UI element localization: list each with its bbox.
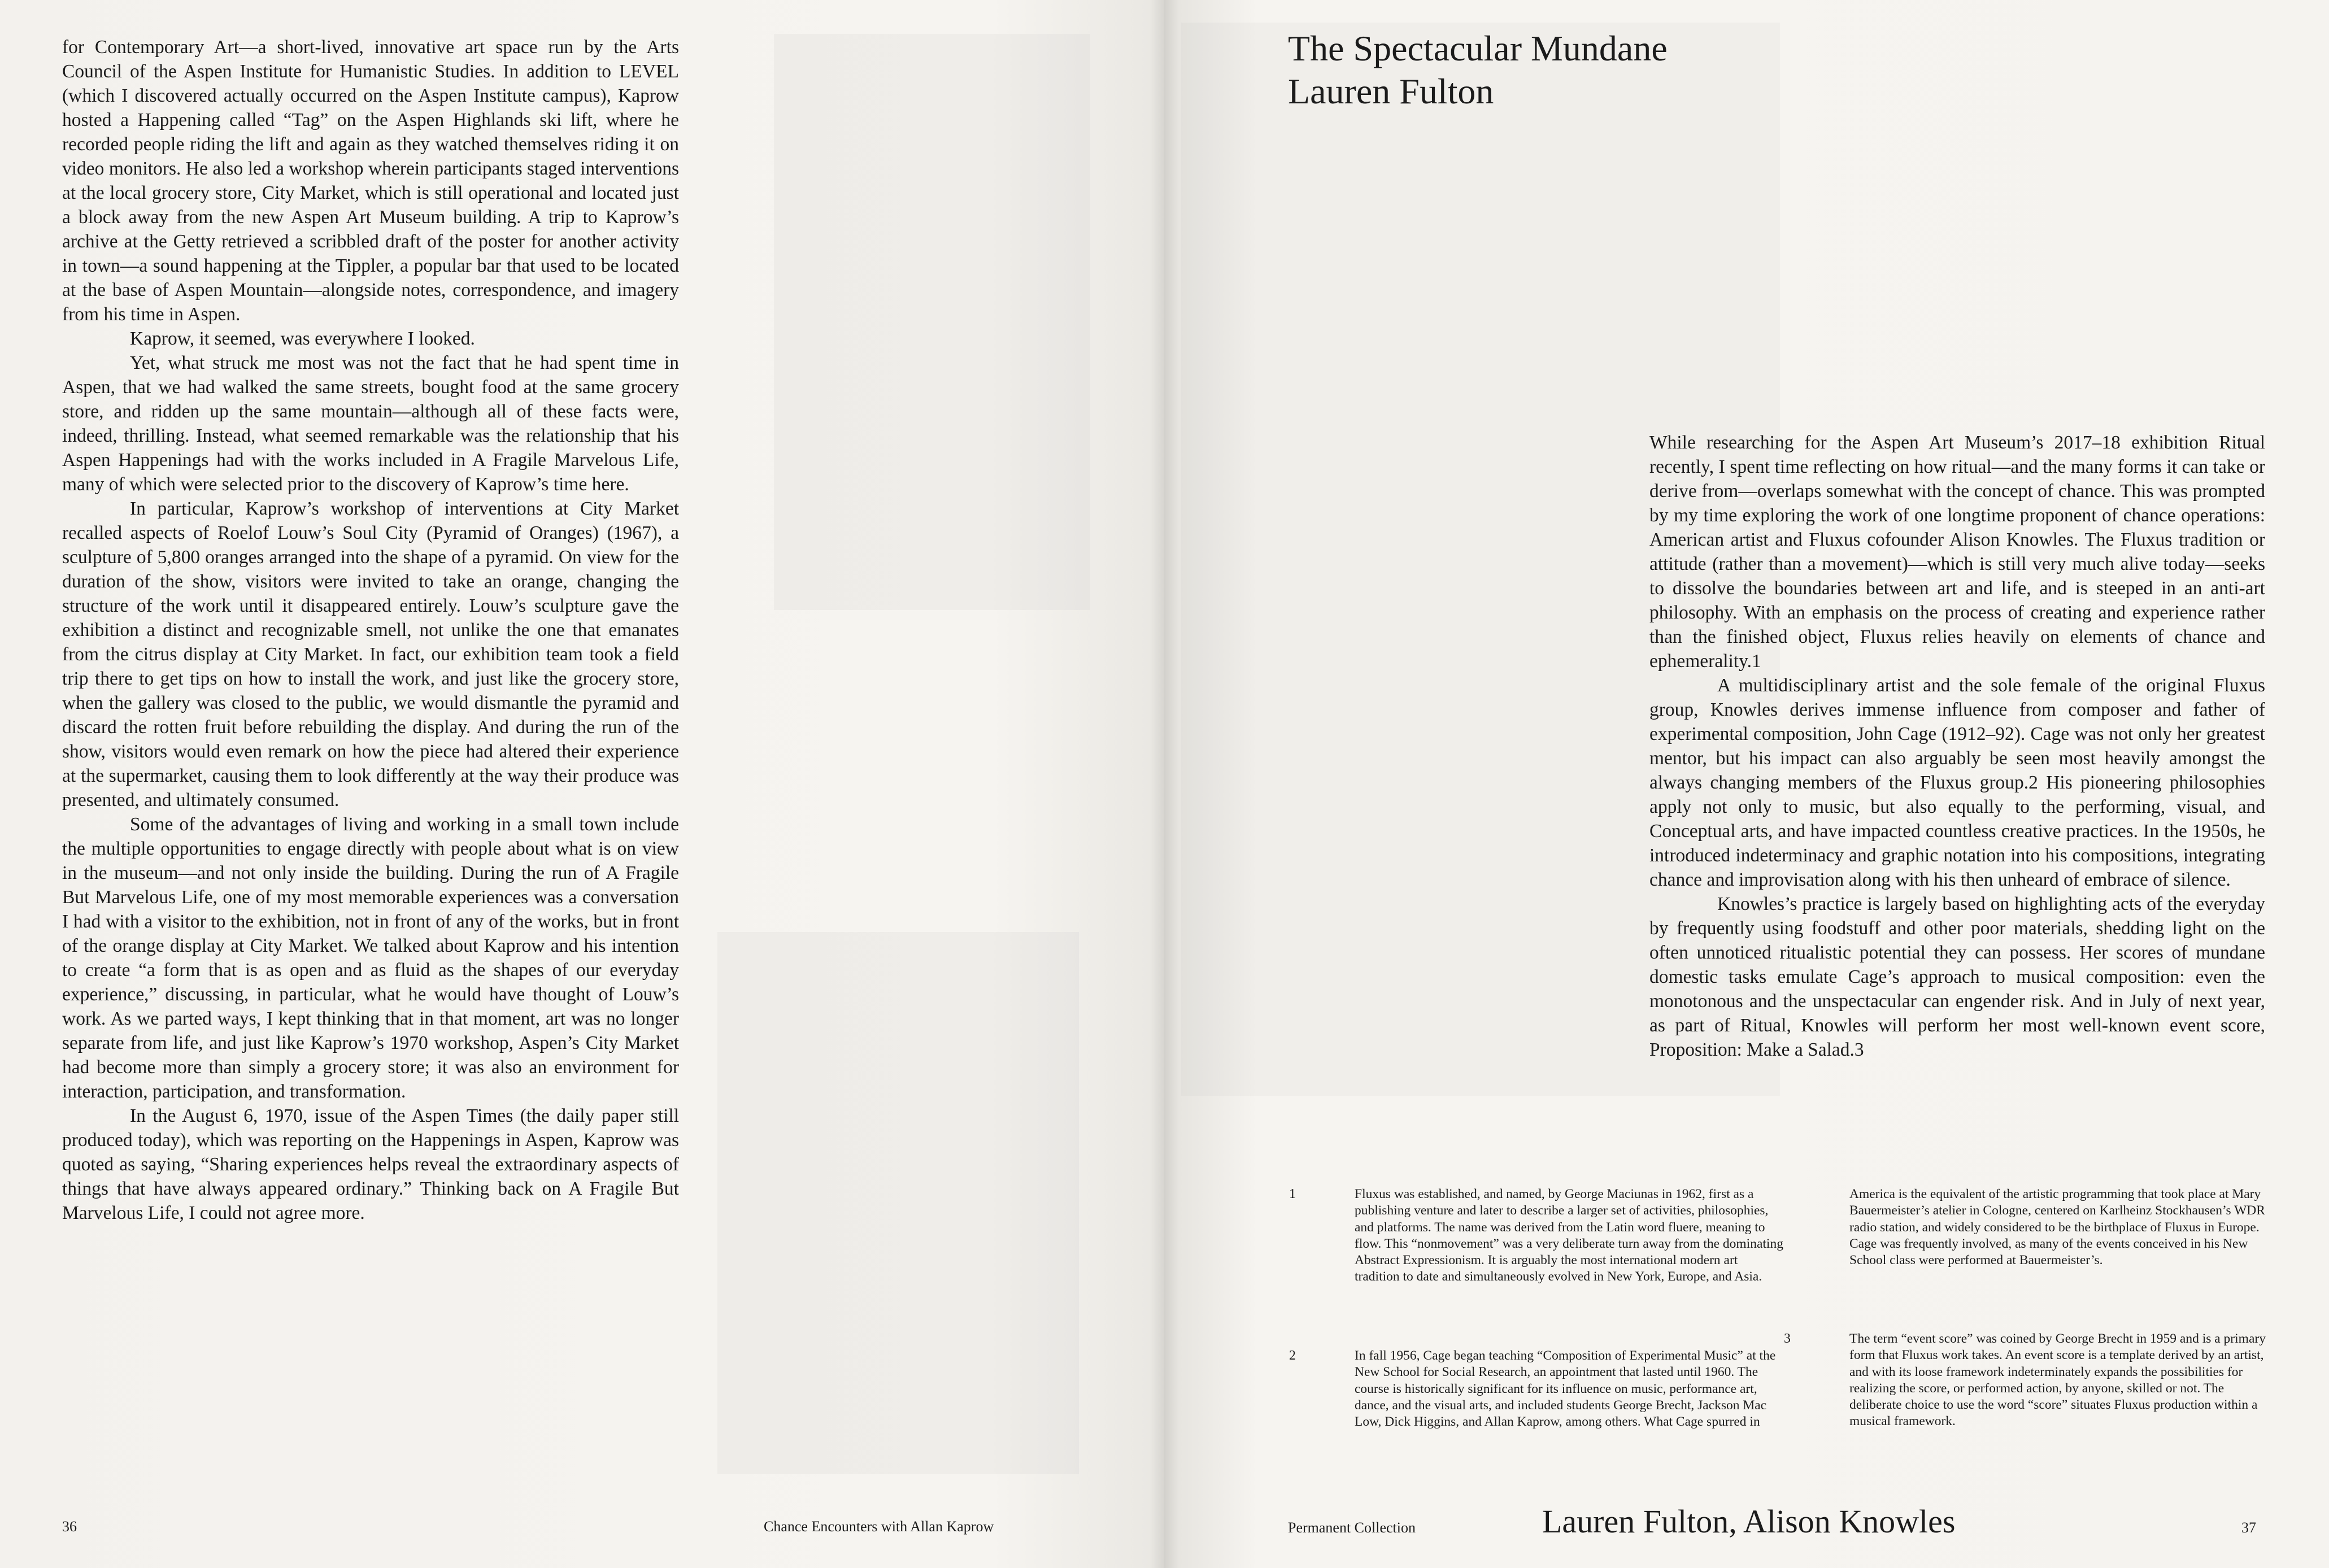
- left-paragraph: [62, 1104, 679, 1225]
- left-paragraph: [62, 35, 679, 326]
- section-label: Permanent Collection: [1288, 1519, 1416, 1536]
- book-gutter: [1150, 0, 1179, 1568]
- footnote-text-part-1: In fall 1956, Cage began teaching “Composition of Experimental Music” at the New School for Social Research, an appointment that lasted until 1960. The course is historically significant for its influence on music, performance art, dance, and the visual arts, and included students George Brecht, Jackson Mac Low, Dick Higgins, and Allan Kaprow, among others. What Cage spurred in: [1355, 1348, 1776, 1430]
- paragraph-text: In the August 6, 1970, issue of the Aspen Times (the daily paper still produced today), which was reporting on the Happenings in Aspen, Kaprow was quoted as saying, “Sharing experiences helps reveal the extraordinary aspects of things that have always appeared ordinary.” Thinking back on A Fragile But Marvelous Life, I could not agree more.: [62, 1105, 679, 1223]
- running-title-right: Lauren Fulton, Alison Knowles: [1542, 1503, 1956, 1540]
- article-heading: [1288, 27, 1668, 113]
- show-through-image-left-top: [774, 34, 1090, 610]
- paragraph-text: In particular, Kaprow’s workshop of interventions at City Market recalled aspects of Roelof Louw’s Soul City (Pyramid of Oranges) (1967), a sculpture of 5,800 oranges arranged into the shape of a pyramid. On view for the duration of the show, visitors were invited to take an orange, changing the structure of the work until it disappeared entirely. Louw’s sculpture gave the exhibition a distinct and recognizable smell, not unlike the one that emanates from the citrus display at City Market. In fact, our exhibition team took a field trip there to get tips on how to install the work, and just like the grocery store, when the gallery was closed to the public, we would dismantle the pyramid and discard the rotten fruit before rebuilding the display. And during the run of the show, visitors would even remark on how the piece had altered their experience at the supermarket, causing them to look differently at the way their produce was presented, and ultimately consumed.: [62, 498, 679, 811]
- paragraph-text: Knowles’s practice is largely based on highlighting acts of the everyday by frequently using foodstuff and other poor materials, shedding light on the often unnoticed ritualistic potential they can possess. Her scores of mundane domestic tasks emulate Cage’s approach to musical composition: even the monotonous and the unspectacular can engender risk. And in July of next year, as part of Ritual, Knowles will perform her most well-known event score, Proposition: Make a Salad.3: [1649, 894, 2265, 1060]
- left-paragraph: [62, 351, 679, 496]
- page-number-left: 36: [62, 1518, 77, 1535]
- right-body-text: [1649, 430, 2265, 1062]
- paragraph-text: Kaprow, it seemed, was everywhere I looked.: [130, 328, 475, 349]
- paragraph-text: Some of the advantages of living and working in a small town include the multiple opportunities to engage directly with people about what is on view in the museum—and not only inside the building. During the run of A Fragile But Marvelous Life, one of my most memorable experiences was a conversation I had with a visitor to the exhibition, not in front of any of the works, but in front of the orange display at City Market. We talked about Kaprow and his intention to create “a form that is as open and as fluid as the shapes of our everyday experience,” discussing, in particular, what he would have thought of Louw’s work. As we parted ways, I kept thinking that in that moment, art was no longer separate from life, and just like Kaprow’s 1970 workshop, Aspen’s City Market had become more than simply a grocery store; it was also an environment for interaction, participation, and transformation.: [62, 814, 679, 1102]
- article-author: Lauren Fulton: [1288, 71, 1494, 111]
- page-number-right: 37: [2241, 1519, 2256, 1536]
- footnote-text-part-2: America is the equivalent of the artistic programming that took place at Mary Bauermeister’s atelier in Cologne, centered on Karlheinz Stockhausen’s WDR radio station, and widely considered to be the birthplace of Fluxus in Europe. Cage was frequently involved, as many of the events conceived in his New School class were performed at Bauermeister’s.: [1849, 1187, 2265, 1268]
- left-page: [0, 0, 1164, 1568]
- footnote-text: Fluxus was established, and named, by George Maciunas in 1962, first as a publishing venture and later to describe a larger set of activities, philosophies, and platforms. The name was derived from the Latin word fluere, meaning to flow. This “nonmovement” was a very deliberate turn away from the dominating Abstract Expressionism. It is arguably the most international modern art tradition to date and simultaneously evolved in New York, Europe, and Asia.: [1355, 1187, 1783, 1284]
- left-paragraph: [62, 326, 679, 351]
- right-page: [1164, 0, 2329, 1568]
- footnote-number: 1: [1289, 1187, 1296, 1201]
- footnote-number: 3: [1784, 1331, 1791, 1346]
- paragraph-text: Yet, what struck me most was not the fact that he had spent time in Aspen, that we had walked the same streets, bought food at the same grocery store, and ridden up the same mountain—although all of these facts were, indeed, thrilling. Instead, what seemed remarkable was the relationship that his Aspen Happenings had with the works included in A Fragile Marvelous Life, many of which were selected prior to the discovery of Kaprow’s time here.: [62, 352, 679, 495]
- left-paragraph: [62, 496, 679, 812]
- footnote-text: The term “event score” was coined by George Brecht in 1959 and is a primary form that Fluxus work takes. An event score is a template derived by an artist, and with its loose framework indeterminately expands the possibilities for realizing the score, or performed action, by anyone, skilled or not. The deliberate choice to use the word “score” situates Fluxus production within a musical framework.: [1849, 1331, 2266, 1429]
- paragraph-text: While researching for the Aspen Art Museum’s 2017–18 exhibition Ritual recently, I spent time reflecting on how ritual—and the many forms it can take or derive from—overlaps somewhat with the concept of chance. This was prompted by my time exploring the work of one longtime proponent of chance operations: American artist and Fluxus cofounder Alison Knowles. The Fluxus tradition or attitude (rather than a movement)—which is still very much alive today—seeks to dissolve the boundaries between art and life, and is steeped in an anti-art philosophy. With an emphasis on the process of creating and experience rather than the finished object, Fluxus relies heavily on elements of chance and ephemerality.1: [1649, 432, 2265, 672]
- right-paragraph: [1649, 673, 2265, 892]
- show-through-image-left-bottom: [717, 932, 1079, 1474]
- left-body-text: [62, 35, 679, 1225]
- running-title-left: Chance Encounters with Allan Kaprow: [764, 1518, 994, 1535]
- paragraph-text: A multidisciplinary artist and the sole female of the original Fluxus group, Knowles derives immense influence from composer and father of experimental composition, John Cage (1912–92). Cage was not only her greatest mentor, but his impact can also arguably be seen most heavily amongst the always changing members of the Fluxus group.2 His pioneering philosophies apply not only to music, but also equally to the performing, visual, and Conceptual arts, and have impacted countless creative practices. In the 1950s, he introduced indeterminacy and graphic notation into his compositions, integrating chance and improvisation along with his then unheard of embrace of silence.: [1649, 675, 2265, 890]
- right-paragraph: [1649, 892, 2265, 1062]
- right-paragraph: [1649, 430, 2265, 673]
- article-title: The Spectacular Mundane: [1288, 28, 1668, 68]
- footnote-number: 2: [1289, 1348, 1296, 1363]
- left-paragraph: [62, 812, 679, 1104]
- paragraph-text: for Contemporary Art—a short-lived, innovative art space run by the Arts Council of the Aspen Institute for Humanistic Studies. In addition to LEVEL (which I discovered actually occurred on the Aspen Institute campus), Kaprow hosted a Happening called “Tag” on the Aspen Highlands ski lift, where he recorded people riding the lift and again as they watched themselves riding it on video monitors. He also led a workshop wherein participants staged interventions at the local grocery store, City Market, which is still operational and located just a block away from the new Aspen Art Museum building. A trip to Kaprow’s archive at the Getty retrieved a scribbled draft of the poster for another activity in town—a sound happening at the Tippler, a popular bar that used to be located at the base of Aspen Mountain—alongside notes, correspondence, and imagery from his time in Aspen.: [62, 37, 679, 325]
